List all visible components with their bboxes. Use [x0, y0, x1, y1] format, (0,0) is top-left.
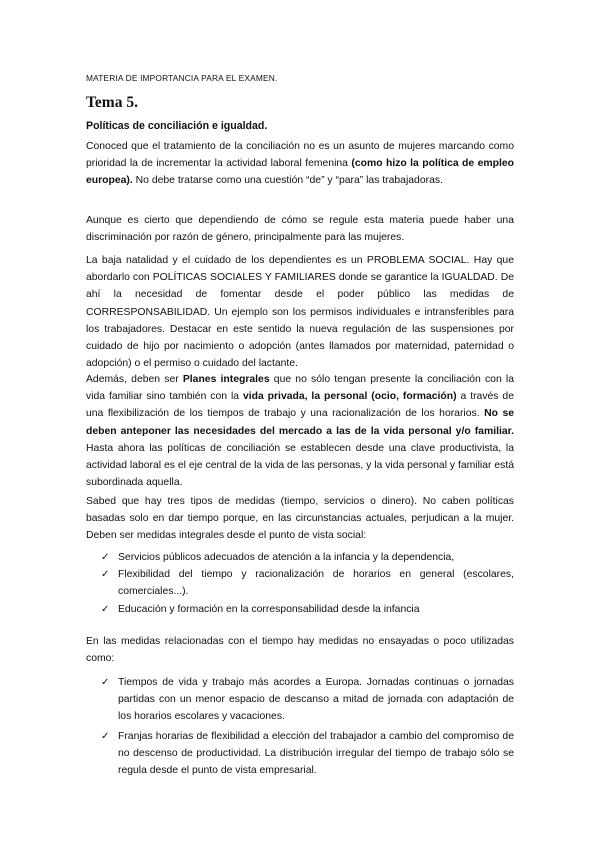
checkmark-icon: ✓ [101, 730, 110, 742]
paragraph-1 [86, 138, 514, 190]
topic-title: Tema 5. [86, 94, 138, 111]
list-item-text: Tiempos de vida y trabajo más acordes a Europa. Jornadas continuas o jornadas partidas con un menor espacio de descanso a mitad de jornada con adaptación de los horarios escolares y vacaciones. [118, 677, 514, 723]
paragraph-4-bold-f: No se deben anteponer las necesidades del mercado a las de la vida personal y/o familiar. [86, 408, 514, 437]
paragraph-4-text-a: Además, deben ser [86, 374, 183, 385]
paragraph-3: La baja natalidad y el cuidado de los dependientes es un PROBLEMA SOCIAL. Hay que abordarlo con POLÍTICAS SOCIALES Y FAMILIARES donde se garantice la IGUALDAD. De ahí la necesidad de fomentar desde el poder público las medidas de CORRESPONSABILIDAD. Un ejemplo son los permisos individuales e intransferibles para los trabajadores. Destacar en este sentido la nueva regulación de las suspensiones por cuidado de hijo por nacimiento o adopción (antes llamados por maternidad, paternidad o adopción) o el permiso o cuidado del lactante. [86, 255, 514, 370]
paragraph-5: Sabed que hay tres tipos de medidas (tiempo, servicios o dinero). No caben políticas basadas solo en dar tiempo porque, en las circunstancias actuales, perjudican a la mujer. Deben ser medidas integrales desde el punto de vista social: [86, 496, 514, 542]
list-item [86, 728, 514, 780]
measures-list [86, 549, 514, 618]
paragraph-2: Aunque es cierto que dependiendo de cómo se regule esta materia puede haber una discriminación por razón de género, principalmente para las mujeres. [86, 215, 514, 244]
checkmark-icon: ✓ [101, 677, 110, 688]
list-item-text: Servicios públicos adecuados de atención a la infancia y la dependencia, [118, 552, 455, 563]
list-item [86, 601, 514, 618]
checkmark-icon: ✓ [101, 569, 110, 581]
list-item [86, 549, 514, 566]
exam-note-header: MATERIA DE IMPORTANCIA PARA EL EXAMEN. [86, 73, 278, 83]
list-item-text: Flexibilidad del tiempo y racionalización de horarios en general (escolares, comerciales...). [118, 569, 514, 598]
paragraph-4-text-c: que no sólo tengan presente la conciliación con la vida familiar sino también con la [86, 374, 514, 403]
list-item [86, 566, 514, 600]
paragraph-4-text-g: Hasta ahora las políticas de conciliación se establecen desde una clave productivista, la actividad laboral es el eje central de la vida de las personas, y la vida personal y familiar está subordinada aquella. [86, 442, 514, 489]
paragraph-4-bold-b: Planes integrales [182, 374, 270, 385]
paragraph-1-text-a: Conoced que el tratamiento de la conciliación no es un asunto de mujeres marcando como prioridad la de incrementar la actividad laboral femenina [86, 141, 514, 170]
paragraph-4-text-e: a través de una flexibilización de los tiempos de trabajo y una racionalización de los horarios. [86, 391, 514, 420]
paragraph-4 [86, 371, 514, 491]
list-item-text: Franjas horarias de flexibilidad a elección del trabajador a cambio del compromiso de no descenso de productividad. La distribución irregular del tiempo de trabajo sólo se regula desde el punto de vista empresarial. [118, 730, 514, 777]
paragraph-6: En las medidas relacionadas con el tiempo hay medidas no ensayadas o poco utilizadas como: [86, 636, 514, 665]
paragraph-1-bold: (como hizo la política de empleo europea). [86, 158, 514, 187]
paragraph-1-text-c: No debe tratarse como una cuestión “de” y “para” las trabajadoras. [132, 175, 443, 187]
checkmark-icon: ✓ [101, 603, 110, 615]
paragraph-4-bold-d: vida privada, la personal (ocio, formación) [242, 391, 457, 403]
time-measures-list [86, 674, 514, 781]
section-subtitle: Políticas de conciliación e igualdad. [86, 120, 268, 132]
list-item-text: Educación y formación en la corresponsabilidad desde la infancia [118, 603, 420, 615]
list-item [86, 674, 514, 726]
checkmark-icon: ✓ [101, 552, 110, 563]
